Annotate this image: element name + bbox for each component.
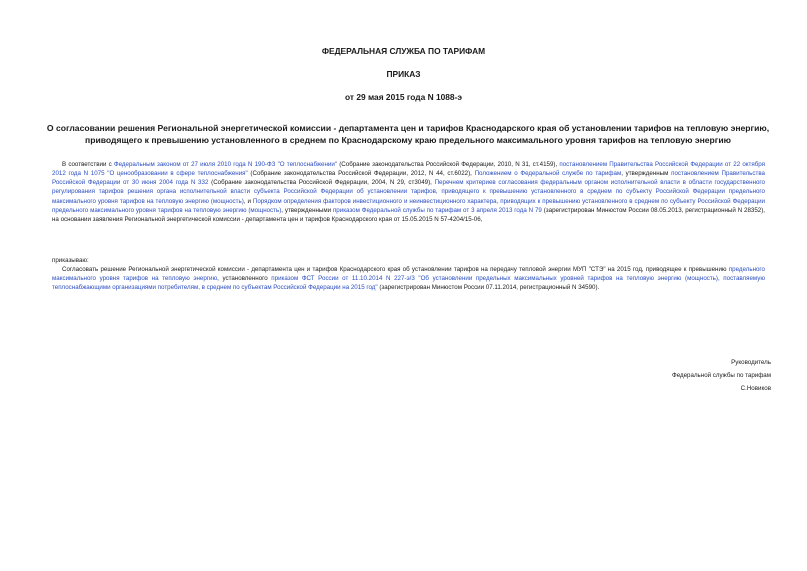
link-order-227[interactable]: приказом ФСТ России от 11.10.2014 N 227-э/3 "Об установлении предельных максимальных уровней тарифов на тепловую энергию (мощность), поставляемую теплоснабжающими организациями потребителям, в среднем по субъектам Российской Федерации на 2015 год" xyxy=(52,275,765,292)
doc-type-heading: ПРИКАЗ xyxy=(386,69,421,79)
link-factors-procedure[interactable]: Порядком определения факторов инвестиционного и неинвестиционного характера, приводящих к превышению установленного в среднем по субъекту Российской Федерации предельного максимального уровня тарифов на тепловую энергию (мощность) xyxy=(52,197,765,214)
text: (Собрание законодательства Российской Федерации, 2010, N 31, ст.4159), xyxy=(337,161,560,168)
text: В соответствии с xyxy=(62,161,114,168)
link-federal-law-190[interactable]: Федеральным законом от 27 июля 2010 года N 190-ФЗ "О теплоснабжении" xyxy=(113,161,338,168)
link-order-79[interactable]: приказом Федеральной службы по тарифам от 3 апреля 2013 года N 79 xyxy=(332,206,542,214)
signer-name: С.Новиков xyxy=(740,385,771,392)
date-number-heading: от 29 мая 2015 года N 1088-э xyxy=(345,92,462,102)
text: , утвержденным xyxy=(621,170,672,178)
text: , и xyxy=(243,197,253,205)
decision-paragraph xyxy=(52,265,765,292)
signer-role: Руководитель xyxy=(731,359,771,366)
text: , утвержденными xyxy=(281,206,333,214)
link-max-tariff-level[interactable]: предельного максимального уровня тарифов на тепловую энергию xyxy=(52,266,765,283)
document-title: О согласовании решения Региональной энергетической комиссии - департамента цен и тарифов Краснодарского края об установлении тарифов на тепловую энергию, приводящего к превышению установленного в среднем по Краснодарскому краю предельного максимального уровня тарифов на тепловую энергию xyxy=(46,123,770,145)
text: (зарегистрирован Минюстом России 07.11.2014, регистрационный N 34590). xyxy=(377,284,600,292)
agency-heading: ФЕДЕРАЛЬНАЯ СЛУЖБА ПО ТАРИФАМ xyxy=(321,46,486,56)
link-criteria-list[interactable]: Перечнем критериев согласования федеральным органом исполнительной власти в области государственного регулирования тарифов решения органа исполнительной власти субъекта Российской Федерации об установлении тарифов, приводящего к превышению установленного в среднем по субъекту Российской Федерации предельного максимального уровня тарифов на тепловую энергию (мощность) xyxy=(52,179,765,205)
link-fst-regulation[interactable]: Положением о Федеральной службе по тарифам xyxy=(474,170,622,178)
text: , установленного xyxy=(217,275,272,283)
text: (зарегистрирован Минюстом России 08.05.2013, регистрационный N 28352), на основании заявления Региональной энергетической комиссии - департамента цен и тарифов Краснодарского края от 15.05.2015 N 57-4204/15-06, xyxy=(52,206,766,223)
link-resolution-1075[interactable]: постановлением Правительства Российской Федерации от 22 октября 2012 года N 1075 "О ценообразовании в сфере теплоснабжения" xyxy=(52,161,765,178)
signature-block xyxy=(672,356,771,395)
preamble-paragraph xyxy=(52,160,765,224)
signer-org: Федеральной службы по тарифам xyxy=(672,372,771,379)
text: (Собрание законодательства Российской Федерации, 2012, N 44, ст.6022), xyxy=(247,170,475,178)
text: Согласовать решение Региональной энергетической комиссии - департамента цен и тарифов Краснодарского края об установлении тарифов на передачу тепловой энергии МУП "СТЭ" на 2015 год, приводящее к превышению xyxy=(62,266,729,273)
link-resolution-332[interactable]: постановлением Правительства Российской Федерации от 30 июня 2004 года N 332 xyxy=(52,170,765,187)
order-word: приказываю: xyxy=(52,257,89,264)
text: (Собрание законодательства Российской Федерации, 2004, N 29, ст3049), xyxy=(208,179,435,187)
